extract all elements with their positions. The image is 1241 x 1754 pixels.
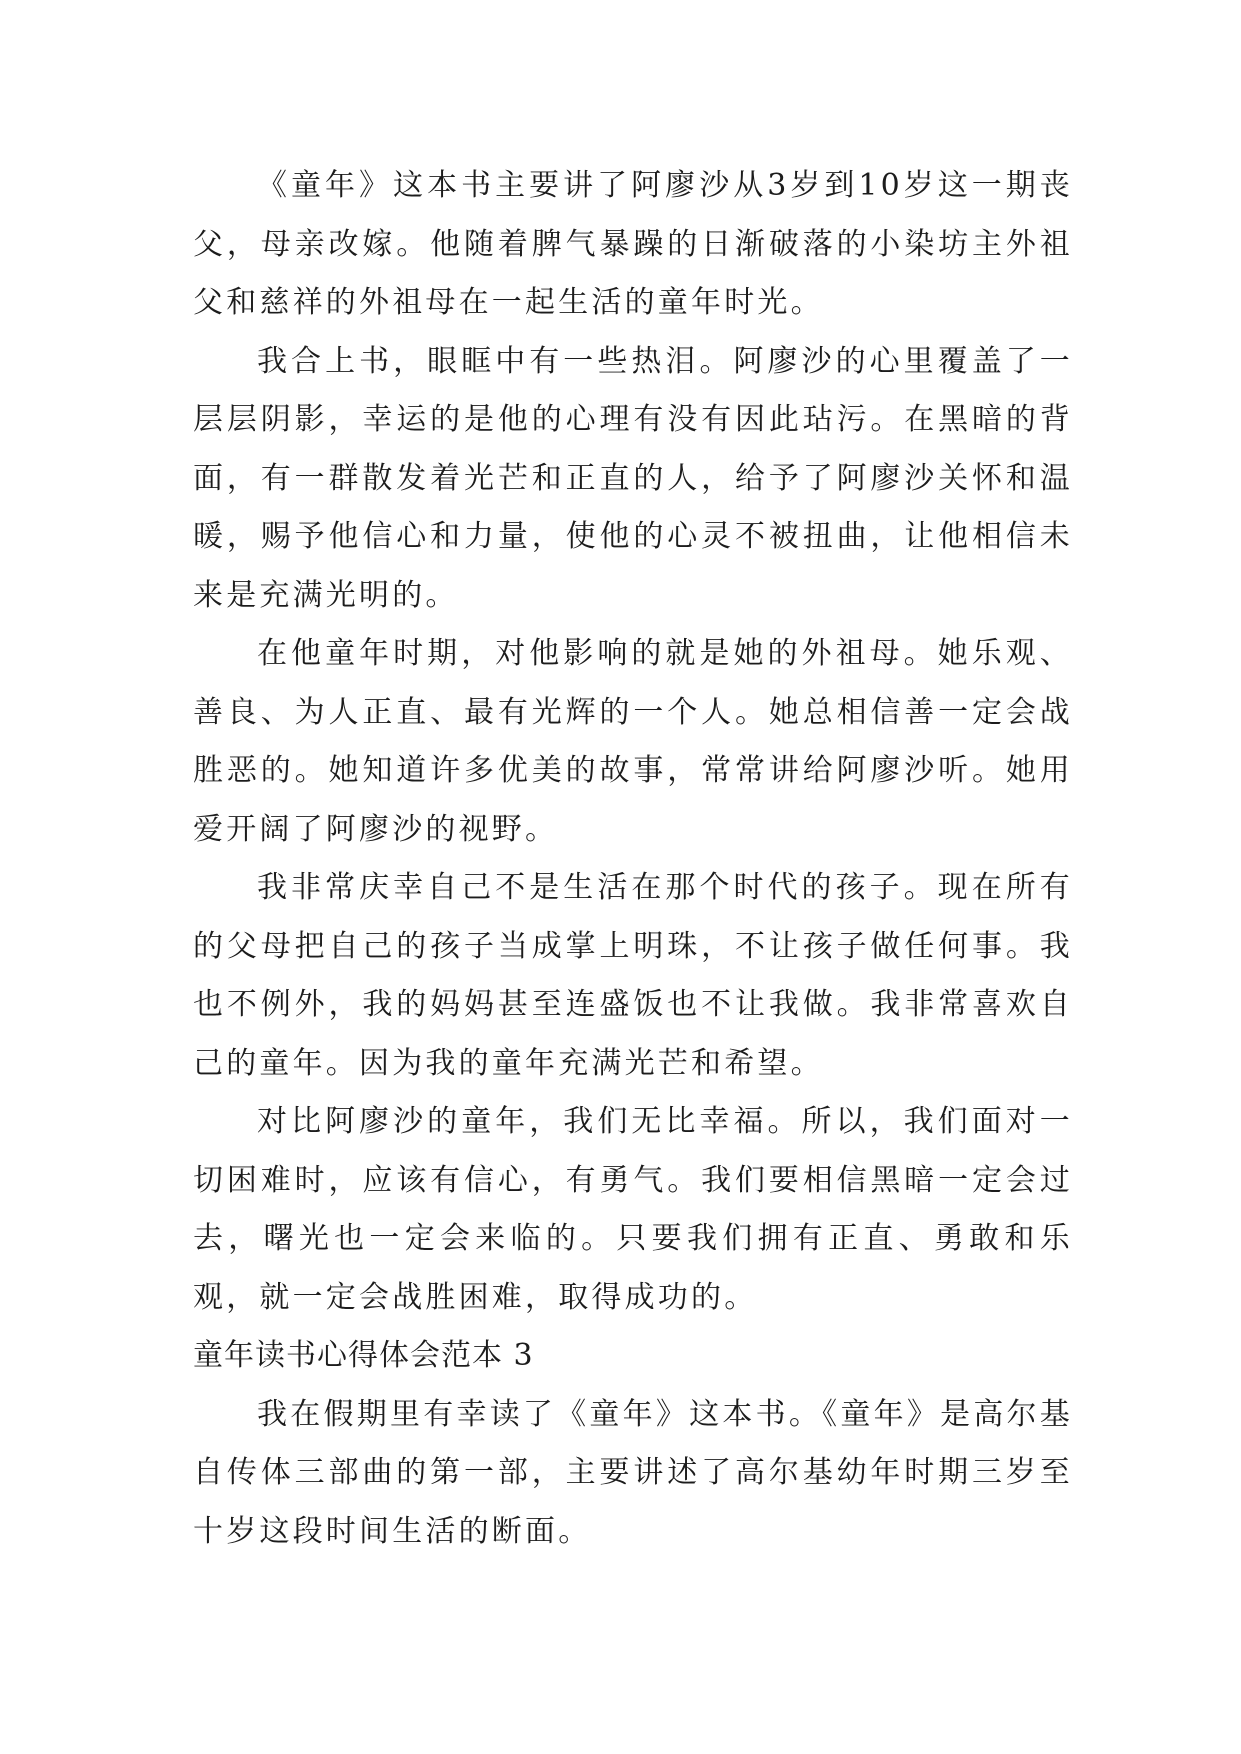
paragraph-sample-3-intro: 我在假期里有幸读了《童年》这本书。《童年》是高尔基自传体三部曲的第一部，主要讲述了高尔基幼年时期三岁至十岁这段时间生活的断面。	[193, 1396, 1073, 1549]
paragraph-childhood-summary: 《童年》这本书主要讲了阿廖沙从3岁到10岁这一期丧父，母亲改嫁。他随着脾气暴躁的日渐破落的小染坊主外祖父和慈祥的外祖母在一起生活的童年时光。	[193, 168, 1073, 320]
paragraph-conclusion: 对比阿廖沙的童年，我们无比幸福。所以，我们面对一切困难时，应该有信心，有勇气。我们要相信黑暗一定会过去，曙光也一定会来临的。只要我们拥有正直、勇敢和乐观，就一定会战胜困难，取得成功的。	[193, 1104, 1073, 1315]
paragraph-grandmother: 在他童年时期，对他影响的就是她的外祖母。她乐观、善良、为人正直、最有光辉的一个人。她总相信善一定会战胜恶的。她知道许多优美的故事，常常讲给阿廖沙听。她用爱开阔了阿廖沙的视野。	[193, 636, 1073, 847]
document-body	[193, 157, 1073, 1561]
section-heading: 童年读书心得体会范本 3	[193, 1338, 534, 1373]
paragraph-reflection: 我合上书，眼眶中有一些热泪。阿廖沙的心里覆盖了一层层阴影，幸运的是他的心理有没有因此玷污。在黑暗的背面，有一群散发着光芒和正直的人，给予了阿廖沙关怀和温暖，赐予他信心和力量，使他的心灵不被扭曲，让他相信未来是充满光明的。	[193, 343, 1073, 613]
paragraph-own-childhood: 我非常庆幸自己不是生活在那个时代的孩子。现在所有的父母把自己的孩子当成掌上明珠，不让孩子做任何事。我也不例外，我的妈妈甚至连盛饭也不让我做。我非常喜欢自己的童年。因为我的童年充满光芒和希望。	[193, 870, 1073, 1081]
